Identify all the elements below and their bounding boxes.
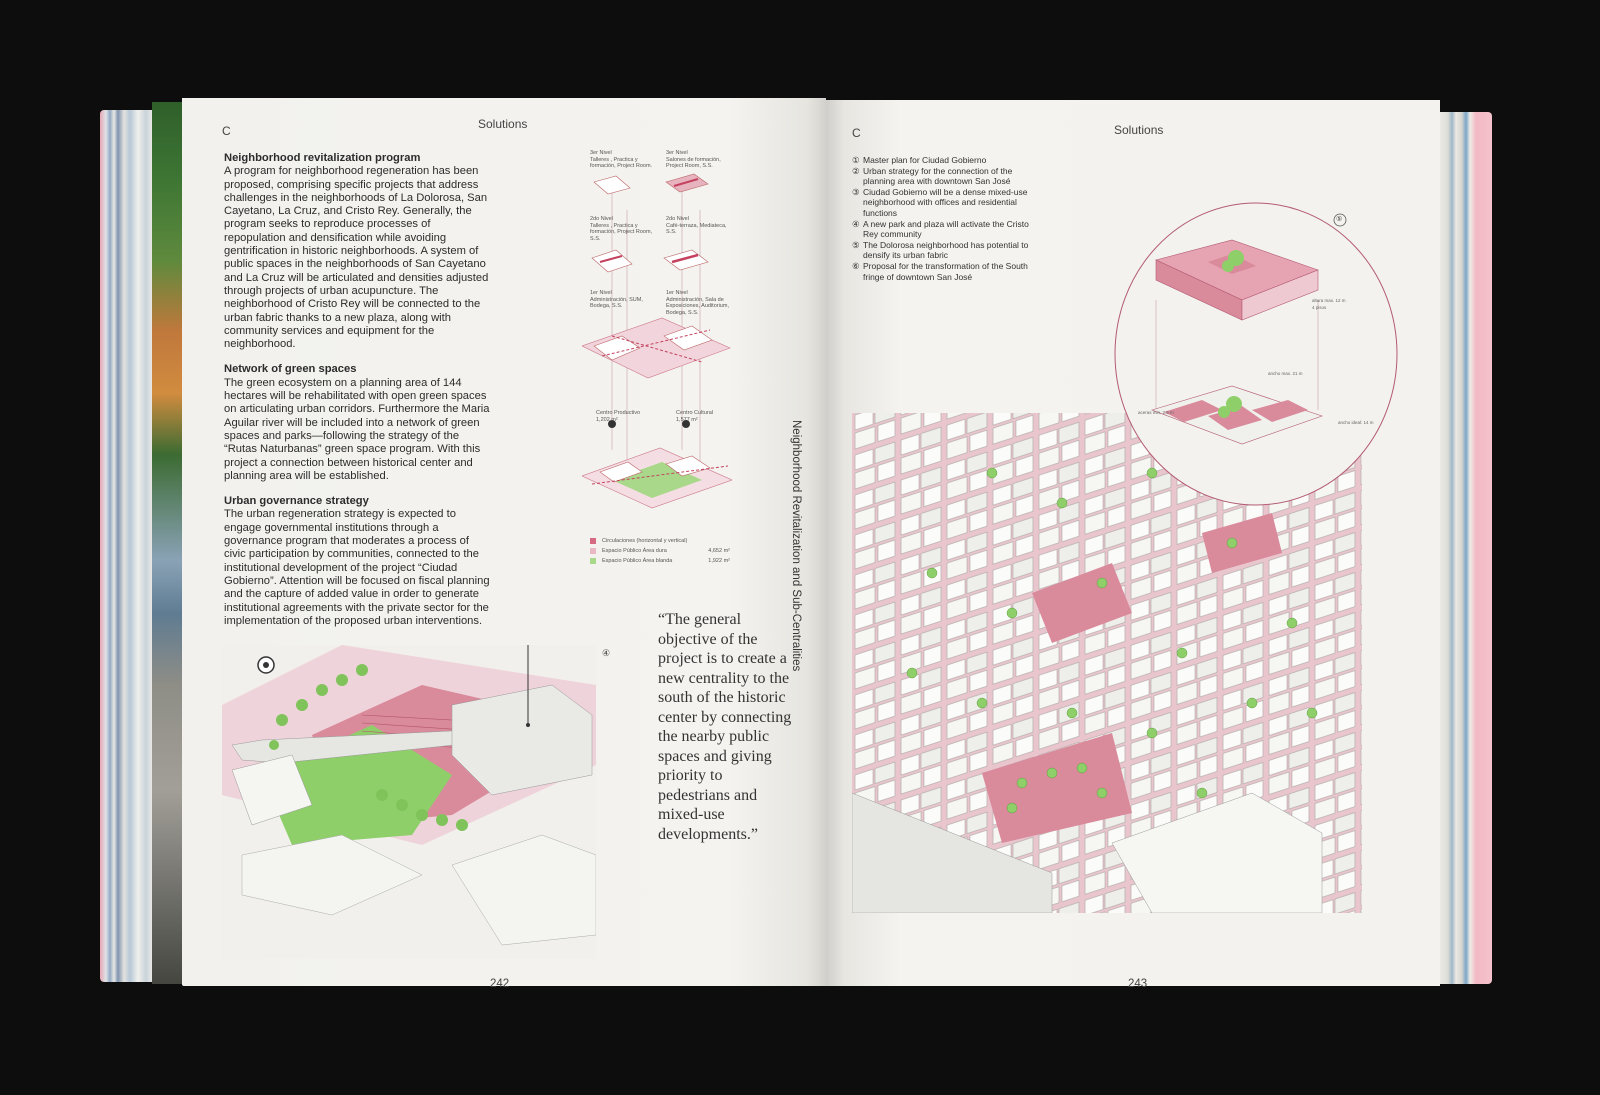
previous-page-photo-strip: [152, 102, 182, 984]
legend-swatch-circulation: [590, 538, 596, 544]
section-letter-right: C: [852, 126, 861, 140]
centro-cultural-label: Centro Cultural 1,577 m²: [676, 410, 713, 423]
list-item: ⑤ The Dolorosa neighborhood has potential to densify its urban fabric: [852, 239, 1029, 261]
running-title-left: Solutions: [478, 117, 528, 131]
level-3-left-label: 3er Nivel Talleres , Practica y formación, Project Room.: [590, 150, 653, 169]
label-ancho-ideal: ancho ideal: 14 m: [1338, 420, 1374, 425]
page-number-242: 242: [490, 978, 510, 990]
section-letter-left: C: [222, 124, 231, 138]
label-aceras: aceras min. 2,5 m: [1138, 410, 1174, 415]
illustration-marker-4: ④: [602, 648, 611, 658]
level-1-right-label: 1er Nivel Administración, Sala de Exposiciones, Auditorium, Bodega, S.S.: [666, 290, 729, 316]
list-item: ③ Ciudad Gobierno will be a dense mixed-use neighborhood with offices and residential functions: [852, 186, 1028, 218]
list-item: ⑥ Proposal for the transformation of the South fringe of downtown San José: [852, 260, 1028, 282]
master-plan-list: [852, 155, 1037, 282]
legend-item: Espacio Público Área blanda 1,922 m²: [590, 556, 730, 566]
level-3-right-label: 3er Nivel Salones de formación, Project Room, S.S.: [666, 150, 721, 169]
label-altura-max: altura max. 12 m: [1312, 298, 1346, 303]
legend-item: Espacio Público Área dura 4,652 m²: [590, 546, 730, 556]
level-3-slabs: [594, 174, 708, 194]
list-item: ② Urban strategy for the connection of the planning area with downtown San José: [852, 165, 1013, 187]
list-item: ④ A new park and plaza will activate the Cristo Rey community: [852, 218, 1029, 240]
running-title-right: Solutions: [1114, 123, 1164, 137]
heading-governance: Urban governance strategy: [224, 495, 369, 508]
page-edges-left: [100, 110, 152, 982]
heading-green-spaces: Network of green spaces: [224, 363, 357, 376]
list-item: ① Master plan for Ciudad Gobierno: [852, 155, 987, 165]
legend-swatch-soft-area: [590, 558, 596, 564]
level-2-right-label: 2do Nivel Café-terraza, Mediateca, S.S.: [666, 216, 727, 235]
spine-label-text: Neighborhood Revitalization and Sub-Centralities: [790, 420, 802, 672]
text-neighborhood-program: A program for neighborhood regeneration has been proposed, comprising specific projects that address challenges in the neighborhoods of La Dolorosa, San Cayetano, La Cruz, and Cristo Rey. Generally, the program seeks to reproduce processes of repopulation and densification while avoiding gentrification in historic neighborhoods. A system of public spaces in the neighborhoods of San Cayetano and La Cruz will be articulated and densities adjusted through projects of urban acupuncture. The neighborhood of Cristo Rey will be connected to the urban fabric thanks to a new plaza, along with community services and equipment for the neighborhood.: [224, 165, 489, 351]
heading-neighborhood-program: Neighborhood revitalization program: [224, 152, 421, 164]
level-1-slabs: [582, 318, 730, 378]
left-body-text: [224, 152, 492, 640]
circle-marker-5: ⑤: [1336, 216, 1343, 223]
pull-quote: “The general objective of the project is to create a new centrality to the south of the historic center by connecting the nearby public spaces and giving priority to pedestrians and mixed-use developments.”: [658, 611, 792, 843]
exploded-axonometric-diagram: [582, 150, 732, 512]
level-1-left-label: 1er Nivel Administración, SUM, Bodega, S.S.: [590, 290, 643, 309]
legend-swatch-hard-area: [590, 548, 596, 554]
label-ancho-max: ancho max. 21 m: [1268, 371, 1303, 376]
text-governance: The urban regeneration strategy is expected to engage governmental institutions through a governance program that moderates a process of civic participation by communities, connected to the institutional development of the project “Ciudad Gobierno”. Attention will be focused on fiscal planning and the capture of added value in order to generate institutional agreements with the private sector for the implementation of the proposed urban interventions.: [224, 508, 490, 627]
page-number-243: 243: [1128, 978, 1148, 990]
page-edges-right: [1440, 112, 1492, 984]
level-2-slabs: [592, 250, 708, 272]
legend-item: Circulaciones (horizontal y vertical): [590, 536, 730, 546]
park-plaza-axonometric-illustration: [222, 645, 596, 959]
block-densification-inset: [1112, 200, 1400, 512]
centro-productivo-label: Centro Productivo 1,202 m²: [596, 410, 641, 423]
level-2-left-label: 2do Nivel Talleres , Practica y formación, Project Room, S.S.: [590, 216, 653, 242]
ground-plan: [582, 448, 732, 508]
diagram-legend: [590, 536, 730, 566]
text-green-spaces: The green ecosystem on a planning area of 144 hectares will be rehabilitated with open green spaces on articulating urban corridors. Furthermore the Maria Aguilar river will be included into a network of green spaces and parks—following the strategy of the “Rutas Naturbanas” green space program. With this project a connection between historical center and planning area will be established.: [224, 376, 490, 482]
label-pisos: 4 pisos: [1312, 305, 1327, 310]
spine-label: [788, 420, 802, 680]
